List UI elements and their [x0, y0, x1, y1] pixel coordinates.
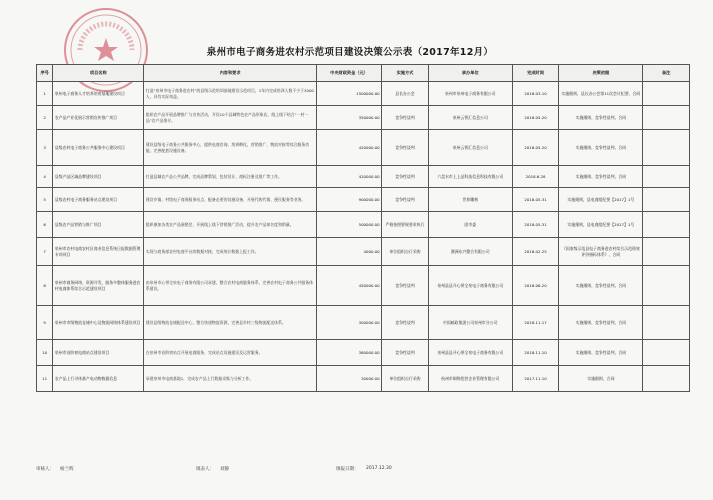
project-name: 县级产品区域品牌建设项目	[53, 166, 144, 188]
fund-amount: 420000.00	[316, 166, 381, 188]
project-content: 在泉州市首阶初站点开展电商服务，完成站点设施建设及运营服务。	[144, 340, 317, 366]
fund-amount: 350000.00	[316, 106, 381, 130]
implementation-method: 单位组织自行采购	[382, 238, 429, 266]
table-row	[37, 340, 690, 366]
table-row	[37, 306, 690, 340]
table-row	[37, 188, 690, 212]
project-name: 县级农村电子商务服务站点建设项目	[53, 188, 144, 212]
implementation-method: 竞争性谈判	[382, 306, 429, 340]
col-header-method: 实施方式	[382, 65, 429, 82]
fund-amount: 420000.00	[316, 130, 381, 166]
table-row	[37, 82, 690, 106]
project-name: 泉州电子商务人才培养培育基地建设项目	[53, 82, 144, 106]
implementation-method: 竞争性谈判	[382, 188, 429, 212]
completion-date: 2018.06.20	[512, 266, 559, 306]
remark	[643, 166, 690, 188]
completion-date: 2018.03.10	[512, 82, 559, 106]
col-header-content: 内容和要求	[144, 65, 317, 82]
decision-basis: 实施细则、竞争性谈判、合同	[559, 340, 643, 366]
contractor: 团市委	[428, 212, 512, 238]
implementation-method: 严格按照要规要求执行	[382, 212, 429, 238]
decision-basis: 实施细则、县长办公会第11次会议纪要、合同	[559, 82, 643, 106]
contractor: 杭州市铜锦优营企业管理有限公司	[428, 366, 512, 392]
completion-date: 2018.05.31	[512, 212, 559, 238]
project-content: 实现与商务部农村电商平台的数据对接，完成统计数据上报工作。	[144, 238, 317, 266]
project-name: 泉州市首阶初电商站点建设项目	[53, 340, 144, 366]
implementation-method: 单位组织自行采购	[382, 366, 429, 392]
completion-date: 2018.02.25	[512, 238, 559, 266]
decision-basis: 实施细则、竞争性谈判、合同	[559, 306, 643, 340]
project-content: 组织农产品开展品牌推广与宣传活动，开设10个县域特色农产品形象店，线上线下结合“一村一品”农产品推介。	[144, 106, 317, 130]
contractor: 澳洲东兴整合有限公司	[428, 238, 512, 266]
project-name: 县级农村电子商务公共服务中心建设项目	[53, 130, 144, 166]
contractor: 泉州县县开心带全泉电子商务有限公司	[428, 340, 512, 366]
fund-amount: 4000.00	[316, 238, 381, 266]
row-number: 7	[37, 238, 53, 266]
completion-date: 2018.11.17	[512, 306, 559, 340]
col-header-name: 项目名称	[53, 65, 144, 82]
decision-basis: 实施细则，县电商组纪要【2017】1号	[559, 188, 643, 212]
row-number: 1	[37, 82, 53, 106]
project-table	[36, 64, 690, 392]
fund-amount: 300000.00	[316, 306, 381, 340]
contractor: 泉州云智汇信息公司	[428, 106, 512, 130]
row-number: 4	[37, 166, 53, 188]
completion-date: 2018.05.31	[512, 188, 559, 212]
row-number: 10	[37, 340, 53, 366]
col-header-no: 序号	[37, 65, 53, 82]
remark	[643, 238, 690, 266]
table-row	[37, 266, 690, 306]
remark	[643, 188, 690, 212]
row-number: 8	[37, 266, 53, 306]
col-header-basis: 决策依据	[559, 65, 643, 82]
contractor: 中国邮政集团公司泉州市分公司	[428, 306, 512, 340]
table-row	[37, 212, 690, 238]
col-header-date: 完成时间	[512, 65, 559, 82]
remark	[643, 212, 690, 238]
remark	[643, 130, 690, 166]
table-row	[37, 366, 690, 392]
col-header-note: 备注	[643, 65, 690, 82]
contractor: 世界雕刻	[428, 188, 512, 212]
row-number: 6	[37, 212, 53, 238]
contractor: 泉州市泉州电子商务有限公司	[428, 82, 512, 106]
remark	[643, 82, 690, 106]
fund-amount: 500000.00	[316, 212, 381, 238]
implementation-method: 竞争性谈判	[382, 166, 429, 188]
remark	[643, 366, 690, 392]
filler-label: 填表人：	[196, 467, 214, 472]
col-header-org: 承办单位	[428, 65, 512, 82]
table-row	[37, 130, 690, 166]
fund-amount: 450000.00	[316, 266, 381, 306]
project-content: 承建泉州市电商基地1，完成农产品上行数据采集与分析工作。	[144, 366, 317, 392]
remark	[643, 106, 690, 130]
project-content: 建设县级物流仓储配送中心，整合快递物流资源，完善县乡村三级物流配送体系。	[144, 306, 317, 340]
remark	[643, 266, 690, 306]
implementation-method: 竞争性谈判	[382, 266, 429, 306]
implementation-method: 竞争性谈判	[382, 340, 429, 366]
project-name: 泉州市商务网络、资源开发、服务多整体服务进农村电商体系综合示范建设项目	[53, 266, 144, 306]
completion-date: 2018.11.10	[512, 340, 559, 366]
completion-date: 2018.6.28	[512, 166, 559, 188]
completion-date: 2018.05.20	[512, 130, 559, 166]
project-content: 建设县级电子商务公共服务中心，提供电商咨询、培训孵化、营销推广、物流对接等综合服务功能，完善配套设施设备。	[144, 130, 317, 166]
fill-date: 2017.12.30	[366, 466, 392, 471]
row-number: 11	[37, 366, 53, 392]
completion-date: 2018.05.20	[512, 106, 559, 130]
decision-basis: 实施细则、竞争性谈判、合同	[559, 106, 643, 130]
table-row	[37, 238, 690, 266]
contractor: 泉州县县开心带全泉电子商务有限公司	[428, 266, 512, 306]
project-name: 泉州市农村电商农村区商业信息系统日报数据管理专项项目	[53, 238, 144, 266]
project-content: 建设乡镇、村级电子商务服务站点，配备必要的设施设备，开展代购代销、便民服务等业务。	[144, 188, 317, 212]
decision-basis: 实施细则、竞争性谈判、合同	[559, 266, 643, 306]
project-name: 泉州市市级物流仓储中心及物流网络体系建设项目	[53, 306, 144, 340]
remark	[643, 340, 690, 366]
row-number: 5	[37, 188, 53, 212]
row-number: 2	[37, 106, 53, 130]
fund-amount: 900000.00	[316, 188, 381, 212]
implementation-method: 竞争性谈判	[382, 130, 429, 166]
fund-amount: 380000.00	[316, 340, 381, 366]
contractor: 泉州云智汇信息公司	[428, 130, 512, 166]
project-content: 打造县域农产品公共品牌，完成品牌策划、包装设计、商标注册及推广等工作。	[144, 166, 317, 188]
decision-basis: 实施细则、合同	[559, 366, 643, 392]
project-content: 打造“泉州市电子商务进农村”的县级示范培训基地建设示范项目，1年内完成培训人数不少于3000人，具有实际效益。	[144, 82, 317, 106]
completion-date: 2017.11.10	[512, 366, 559, 392]
fill-date-label: 填报日期：	[336, 467, 359, 472]
decision-basis: 《国家级示范县电子商务进农村综合示范绩效评价指标体系》、合同	[559, 238, 643, 266]
remark	[643, 306, 690, 340]
row-number: 9	[37, 306, 53, 340]
fund-amount: 30000.00	[316, 366, 381, 392]
implementation-method: 县长办公会	[382, 82, 429, 106]
project-content: 由泉州市心带全泉电子商务有限公司承建，整合农村电商服务体系，完善农村电子商务公共服务体系建设。	[144, 266, 317, 306]
fund-amount: 1500000.00	[316, 82, 381, 106]
table-row	[37, 166, 690, 188]
reviewer-name: 杨兰辉	[60, 467, 74, 472]
table-row	[37, 106, 690, 130]
filler-name: 刘静	[220, 467, 229, 472]
document-title: 泉州市电子商务进农村示范项目建设决策公示表（2017年12月）	[206, 47, 494, 58]
project-content: 组织参加各类农产品展销会，开展线上线下营销推广活动，提升农产品知名度和销量。	[144, 212, 317, 238]
reviewer-label: 审核人：	[36, 467, 54, 472]
decision-basis: 实施细则，县电商组纪要【2017】1号	[559, 212, 643, 238]
project-name: 农产品上行寻体基产电动物数据信息	[53, 366, 144, 392]
implementation-method: 竞争性谈判	[382, 106, 429, 130]
decision-basis: 实施细则、竞争性谈判、合同	[559, 166, 643, 188]
col-header-amount: 中央财政资金（元）	[316, 65, 381, 82]
contractor: 六盘水市上上品科技信息科技有限公司	[428, 166, 512, 188]
project-name: 县级农产品营销与推广项目	[53, 212, 144, 238]
row-number: 3	[37, 130, 53, 166]
project-name: 农产品产业化展示营销宣传推广项目	[53, 106, 144, 130]
table-header-row	[37, 65, 690, 82]
decision-basis: 实施细则、竞争性谈判、合同	[559, 130, 643, 166]
